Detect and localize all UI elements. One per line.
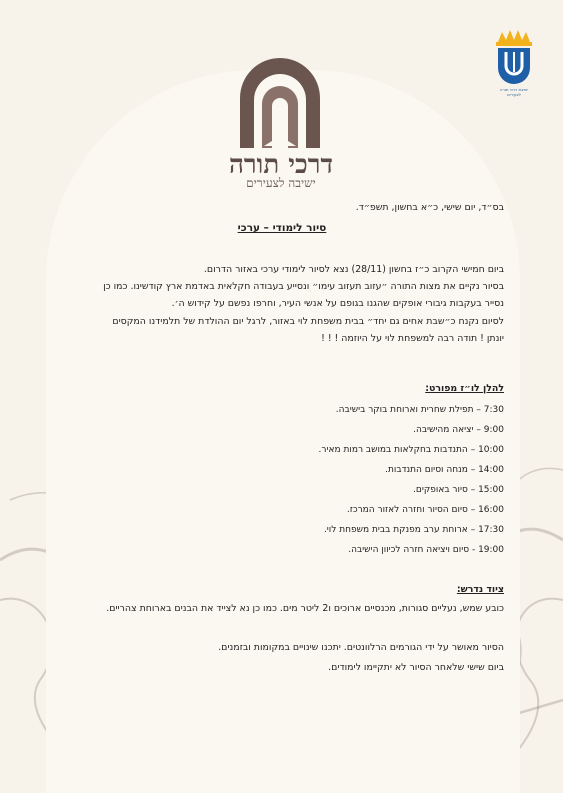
note-line: הסיור מאושר על ידי הגורמים הרלוונטים. יתכנו שינויים במקומות ובזמנים. [218,642,504,653]
schedule-time: 10:00 [478,445,504,455]
schedule-text: סיור באופקים. [413,485,468,495]
intro-line: נסייר בעקבות גיבורי אופקים שהגנו בגופם על אנשי העיר, וחרפו נפשם על קידוש ה׳. [171,298,504,309]
schedule-item: 17:30 – ארוחת ערב מפנקת בבית משפחת לוי. [323,525,504,535]
schedule-time: 19:00 [478,545,504,555]
schedule-time: 9:00 [483,425,504,435]
schedule-item: 16:00 – סיום הסיור וחזרה לאזור המרכז. [346,505,504,515]
emblem-icon [494,28,534,86]
schedule-time: 14:00 [478,465,504,475]
intro-line: יונתן ! תודה רבה למשפחת לוי על היוזמה ! ! ! [321,333,504,344]
emblem-caption: ישיבת דרכי תורה לצעירים [499,87,529,97]
note-line: ביום שישי שלאחר הסיור לא יתקיימו לימודים. [328,662,504,673]
schedule-text: התנדבות בחקלאות במושב רמות מאיר. [318,445,468,455]
schedule-item: 19:00 - סיום ויציאה חזרה לכיוון הישיבה. [348,545,504,555]
document-title: סיור לימודי – ערכי [237,222,327,234]
schedule-heading: להלן לו״ז מפורט: [425,383,504,394]
schedule-list [60,403,504,557]
schedule-item: 14:00 – מנחה וסיום התנדבות. [385,465,504,475]
date-line: בס״ד, יום שישי, כ״א בחשון, תשפ״ד. [355,202,504,213]
intro-line: בסיור נקיים את מצות התורה ״עזוב תעזוב עימו״ ונסייע בעבודה חקלאית באדמת ארץ קודשינו. כמו כן [103,281,504,292]
schedule-item: 9:00 – יציאה מהישיבה. [413,425,504,435]
schedule-time: 16:00 [478,505,504,515]
schedule-text: סיום הסיור וחזרה לאזור המרכז. [346,505,468,515]
schedule-time: 17:30 [478,525,504,535]
schedule-text: מנחה וסיום התנדבות. [385,465,468,475]
schedule-text: יציאה מהישיבה. [413,425,474,435]
intro-line: ביום חמישי הקרוב כ״ז בחשון (28/11) נצא לסיור לימודי ערכי באזור הדרום. [203,264,504,275]
schedule-time: 7:30 [483,405,504,415]
intro-line: לסיום נקנח כ״שבת אחים גם יחד״ בבית משפחת לוי באזור, לרגל יום ההולדת של תלמידנו המקסים [112,316,504,327]
schedule-text: תפילת שחרית וארוחת בוקר בישיבה. [335,405,474,415]
school-logo-icon [234,58,326,150]
brand-title: דרכי תורה [228,150,334,180]
schedule-item: 10:00 – התנדבות בחקלאות במושב רמות מאיר. [318,445,504,455]
schedule-text: סיום ויציאה חזרה לכיוון הישיבה. [348,545,470,555]
schedule-text: ארוחת ערב מפנקת בבית משפחת לוי. [323,525,468,535]
brand-subtitle: ישיבה לצעירים [246,176,316,190]
equipment-heading: ציוד נדרש: [456,584,504,595]
intro-paragraph [60,263,504,346]
schedule-item: 7:30 – תפילת שחרית וארוחת בוקר בישיבה. [335,405,504,415]
schedule-time: 15:00 [478,485,504,495]
schedule-item: 15:00 – סיור באופקים. [413,485,504,495]
notes [60,641,504,675]
equipment-text: כובע שמש, נעליים סגורות, מכנסיים ארוכים ו2 ליטר מים. כמו כן נא לצייד את הבנים בארוחת צהריים. [106,603,504,614]
